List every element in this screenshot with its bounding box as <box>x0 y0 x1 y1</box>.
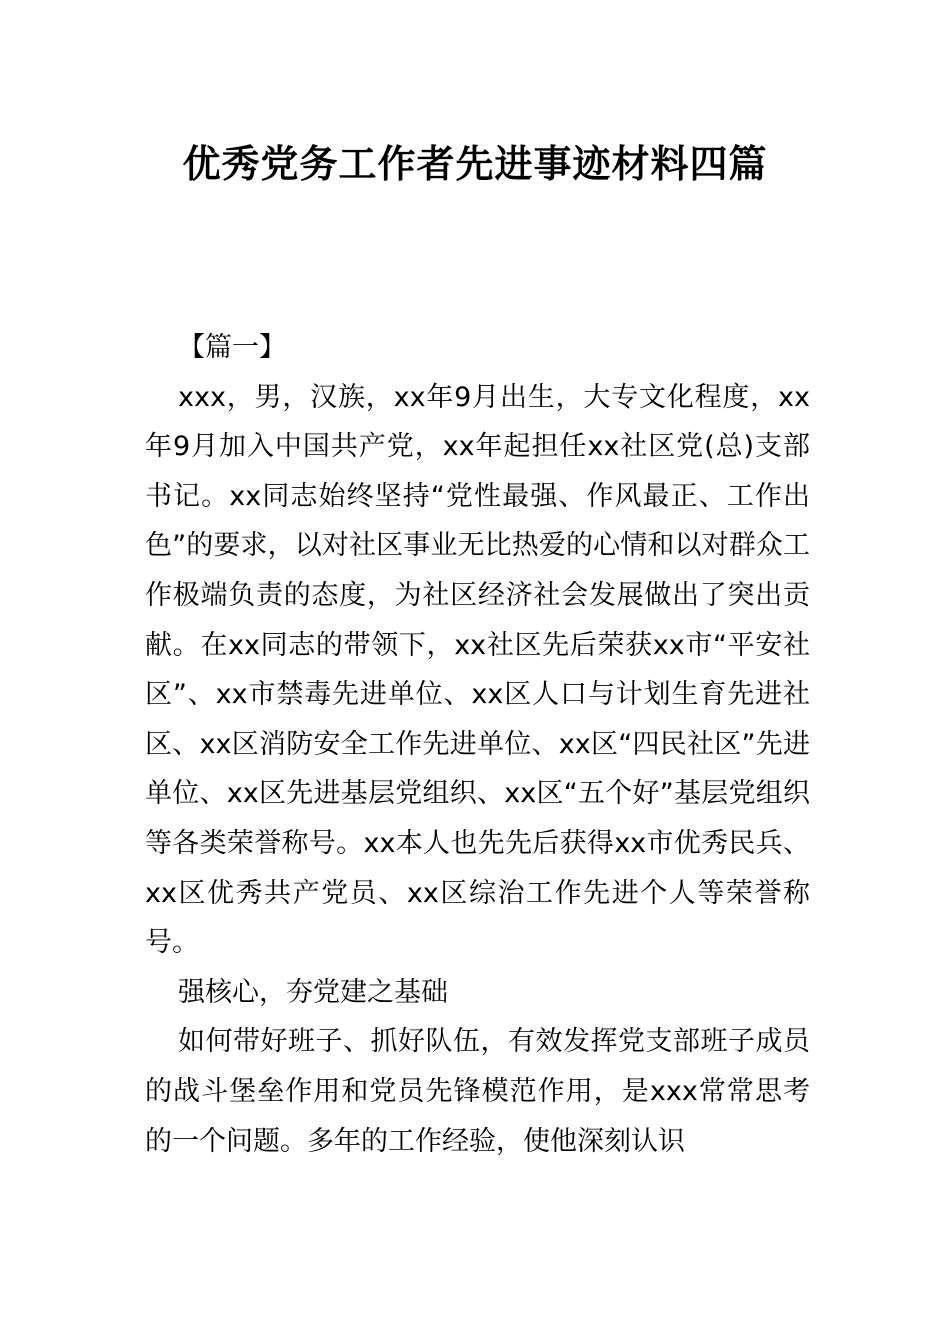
document-title: 优秀党务工作者先进事迹材料四篇 <box>182 142 768 186</box>
subheading: 强核心，夯党建之基础 <box>178 976 448 1008</box>
body-paragraph: xxx，男，汉族，xx年9月出生，大专文化程度，xx年9月加入中国共产党，xx年起担任xx社区党(总)支部书记。xx同志始终坚持“党性最强、作风最正、工作出色”的要求，以对社区事业无比热爱的心情和以对群众工作极端负责的态度，为社区经济社会发展做出了突出贡献。在xx同志的带领下，xx社区先后荣获xx市“平安社区”、xx市禁毒先进单位、xx区人口与计划生育先进社区、xx区消防安全工作先进单位、xx区“四民社区”先进单位、xx区先进基层党组织、xx区“五个好”基层党组织等各类荣誉称号。xx本人也先先后获得xx市优秀民兵、xx区优秀共产党员、xx区综治工作先进个人等荣誉称号。 <box>145 381 810 959</box>
body-paragraph: 如何带好班子、抓好队伍，有效发挥党支部班子成员的战斗堡垒作用和党员先锋模范作用，是xxx常常思考的一个问题。多年的工作经验，使他深刻认识 <box>145 1026 810 1157</box>
section-heading: 【篇一】 <box>178 332 286 363</box>
document-body <box>145 323 810 1166</box>
